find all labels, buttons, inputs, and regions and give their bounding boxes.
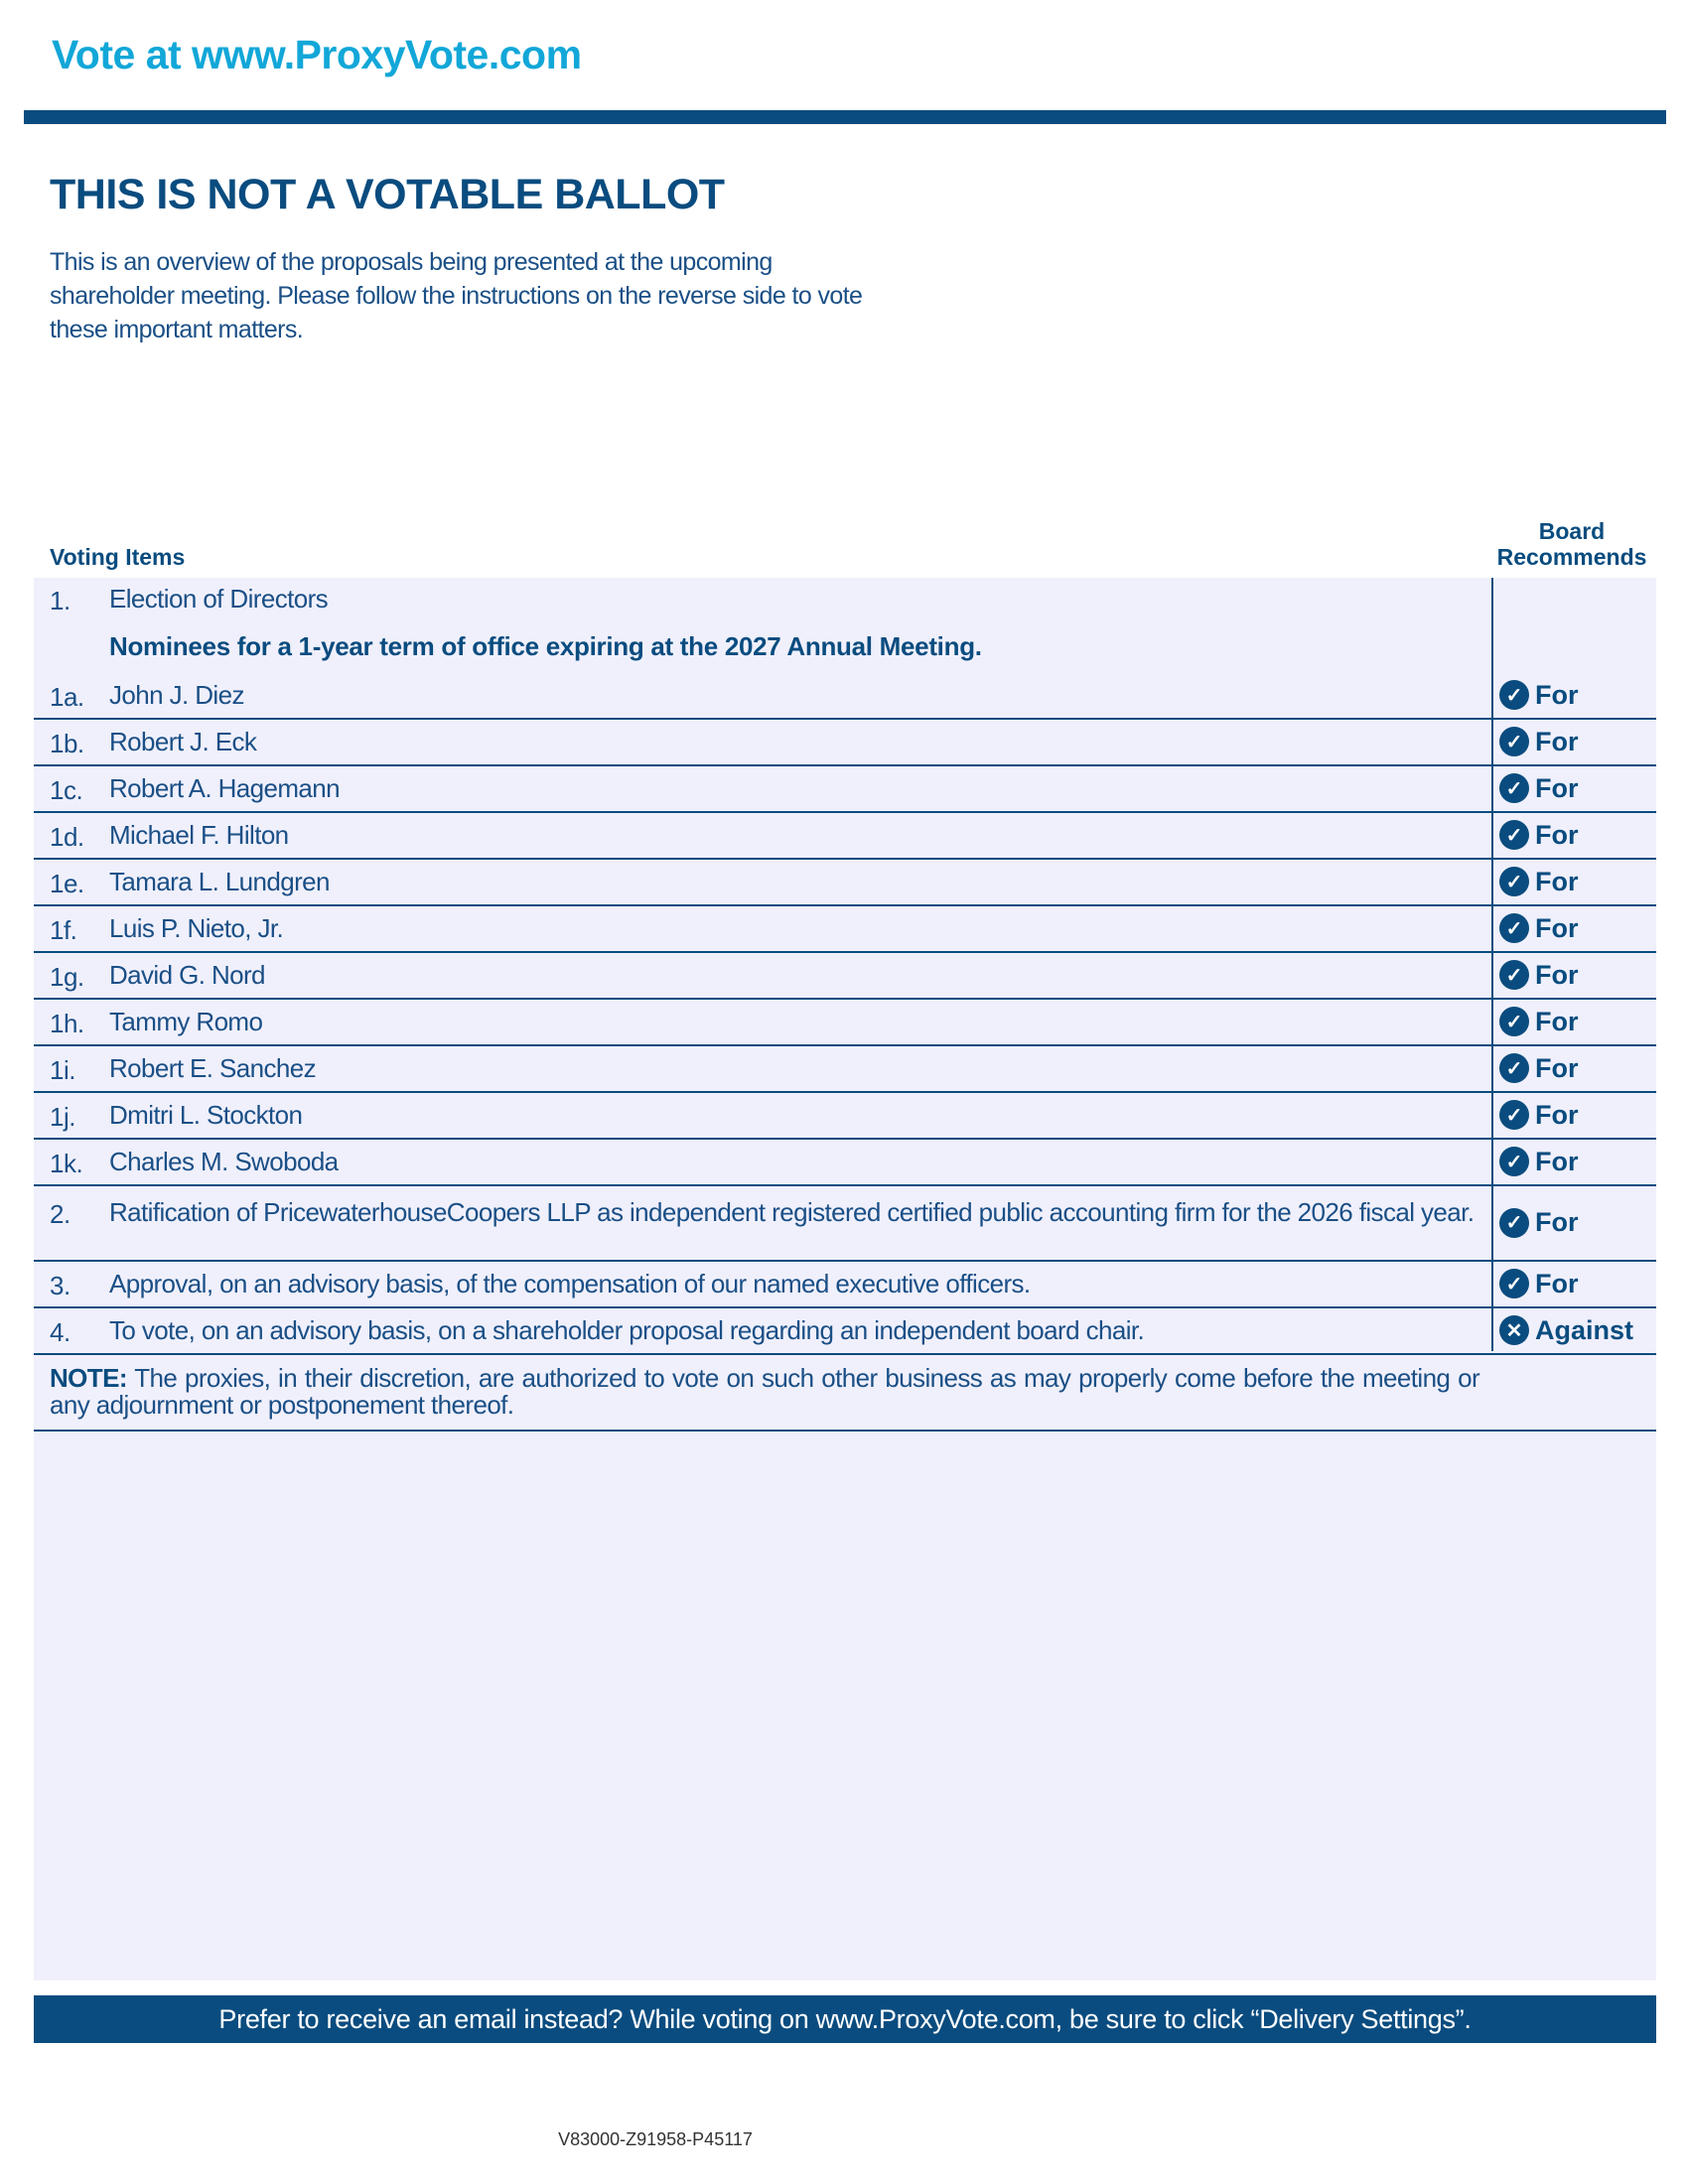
item-text: Charles M. Swoboda — [109, 1146, 339, 1176]
item-text: Dmitri L. Stockton — [109, 1099, 303, 1130]
item-number: 3. — [50, 1270, 70, 1300]
recommendation-label: For — [1535, 726, 1579, 756]
check-circle-icon: ✓ — [1499, 820, 1529, 850]
recommendation-label: For — [1535, 1268, 1579, 1298]
item-number: 1k. — [50, 1148, 83, 1178]
board-recommendation — [1499, 1100, 1579, 1131]
check-circle-icon: ✓ — [1499, 1269, 1529, 1298]
check-circle-icon: ✓ — [1499, 867, 1529, 896]
header-divider — [24, 110, 1666, 124]
board-recommendation — [1499, 680, 1579, 711]
board-recommendation — [1499, 1269, 1579, 1299]
item-number: 4. — [50, 1316, 70, 1347]
check-circle-icon: ✓ — [1499, 1208, 1529, 1238]
item-number: 1c. — [50, 774, 83, 805]
intro-text: This is an overview of the proposals being presented at the upcoming shareholder meeting. Please follow the instructions on the reverse side to vote these important matters. — [50, 248, 863, 343]
voting-items-header: Voting Items — [50, 544, 186, 570]
check-circle-icon: ✓ — [1499, 960, 1529, 990]
check-circle-icon: ✓ — [1499, 1100, 1529, 1130]
item-text: To vote, on an advisory basis, on a shareholder proposal regarding an independent board chair. — [109, 1314, 1145, 1345]
note-row — [34, 1355, 1656, 1432]
note-text — [50, 1365, 1479, 1419]
item-number: 1b. — [50, 728, 84, 758]
board-recommendation — [1499, 820, 1579, 851]
board-recommends-line2: Recommends — [1496, 544, 1647, 570]
recommendation-label: For — [1535, 1052, 1579, 1083]
nominee-row — [34, 720, 1656, 766]
item-text: Ratification of PricewaterhouseCoopers LLP as independent registered certified public accounting firm for the 2026 fiscal year. — [109, 1197, 1475, 1227]
board-recommendation — [1499, 1207, 1579, 1238]
item-text: Tammy Romo — [109, 1006, 263, 1036]
item-number: 1h. — [50, 1008, 84, 1038]
item-text: Luis P. Nieto, Jr. — [109, 912, 284, 943]
page-title: THIS IS NOT A VOTABLE BALLOT — [50, 171, 725, 218]
nominees-subheading: Nominees for a 1-year term of office expiring at the 2027 Annual Meeting. — [109, 631, 982, 661]
proposal-row — [34, 1186, 1656, 1262]
nominee-row — [34, 1046, 1656, 1093]
recommendation-label: For — [1535, 1146, 1579, 1176]
board-recommends-line1: Board — [1538, 518, 1606, 544]
item-number: 1d. — [50, 821, 84, 852]
nominee-row — [34, 1000, 1656, 1046]
column-divider — [1491, 578, 1493, 1351]
recommendation-label: For — [1535, 959, 1579, 990]
item-number: 2. — [50, 1199, 70, 1229]
check-circle-icon: ✓ — [1499, 680, 1529, 710]
recommendation-label: For — [1535, 1099, 1579, 1130]
check-circle-icon: ✓ — [1499, 1053, 1529, 1083]
item-text: Tamara L. Lundgren — [109, 866, 330, 896]
x-circle-icon: ✕ — [1499, 1315, 1529, 1345]
item-number: 1j. — [50, 1101, 75, 1132]
check-circle-icon: ✓ — [1499, 727, 1529, 756]
document-code: V83000-Z91958-P45117 — [558, 2129, 753, 2149]
footer-banner: Prefer to receive an email instead? While voting on www.ProxyVote.com, be sure to click “Delivery Settings”. — [34, 1995, 1656, 2043]
nominee-row — [34, 813, 1656, 860]
board-recommendation — [1499, 913, 1579, 944]
item-text: Election of Directors — [109, 584, 329, 614]
proposal-row — [34, 1262, 1656, 1308]
nominee-row — [34, 1093, 1656, 1140]
recommendation-label: For — [1535, 679, 1579, 710]
check-circle-icon: ✓ — [1499, 1147, 1529, 1176]
board-recommendation — [1499, 960, 1579, 991]
item-text: John J. Diez — [109, 679, 244, 710]
board-recommendation — [1499, 1007, 1579, 1037]
nominee-row — [34, 766, 1656, 813]
item-text: Approval, on an advisory basis, of the compensation of our named executive officers. — [109, 1268, 1031, 1298]
board-recommendation — [1499, 1053, 1579, 1084]
vote-link-heading: Vote at www.ProxyVote.com — [52, 32, 582, 77]
item-text: David G. Nord — [109, 959, 265, 990]
item-text: Robert E. Sanchez — [109, 1052, 317, 1083]
board-recommendation — [1499, 773, 1579, 804]
nominee-row — [34, 1140, 1656, 1186]
recommendation-label: Against — [1535, 1314, 1634, 1345]
item-text: Robert A. Hagemann — [109, 772, 341, 803]
board-recommends-header — [1487, 518, 1656, 570]
check-circle-icon: ✓ — [1499, 773, 1529, 803]
recommendation-label: For — [1535, 866, 1579, 896]
item-text: Robert J. Eck — [109, 726, 257, 756]
check-circle-icon: ✓ — [1499, 1007, 1529, 1036]
nominee-row — [34, 906, 1656, 953]
item-number: 1g. — [50, 961, 84, 992]
recommendation-label: For — [1535, 772, 1579, 803]
item-number: 1. — [50, 586, 70, 615]
nominee-row — [34, 673, 1656, 720]
nominee-row — [34, 953, 1656, 1000]
item-number: 1e. — [50, 868, 84, 898]
recommendation-label: For — [1535, 1006, 1579, 1036]
board-recommendation — [1499, 867, 1579, 897]
board-recommendation — [1499, 727, 1579, 757]
item-number: 1a. — [50, 681, 84, 712]
note-label: NOTE: — [50, 1363, 127, 1393]
note-body: The proxies, in their discretion, are authorized to vote on such other business as may properly come before the meeting or any adjournment or postponement thereof. — [50, 1363, 1480, 1420]
item-text: Michael F. Hilton — [109, 819, 289, 850]
recommendation-label: For — [1535, 819, 1579, 850]
check-circle-icon: ✓ — [1499, 913, 1529, 943]
item-number: 1f. — [50, 914, 77, 945]
board-recommendation — [1499, 1147, 1579, 1177]
item-number: 1i. — [50, 1054, 75, 1085]
recommendation-label: For — [1535, 912, 1579, 943]
recommendation-label: For — [1535, 1207, 1579, 1237]
nominee-row — [34, 860, 1656, 906]
proposal-row — [34, 1308, 1656, 1355]
board-recommendation — [1499, 1315, 1633, 1346]
